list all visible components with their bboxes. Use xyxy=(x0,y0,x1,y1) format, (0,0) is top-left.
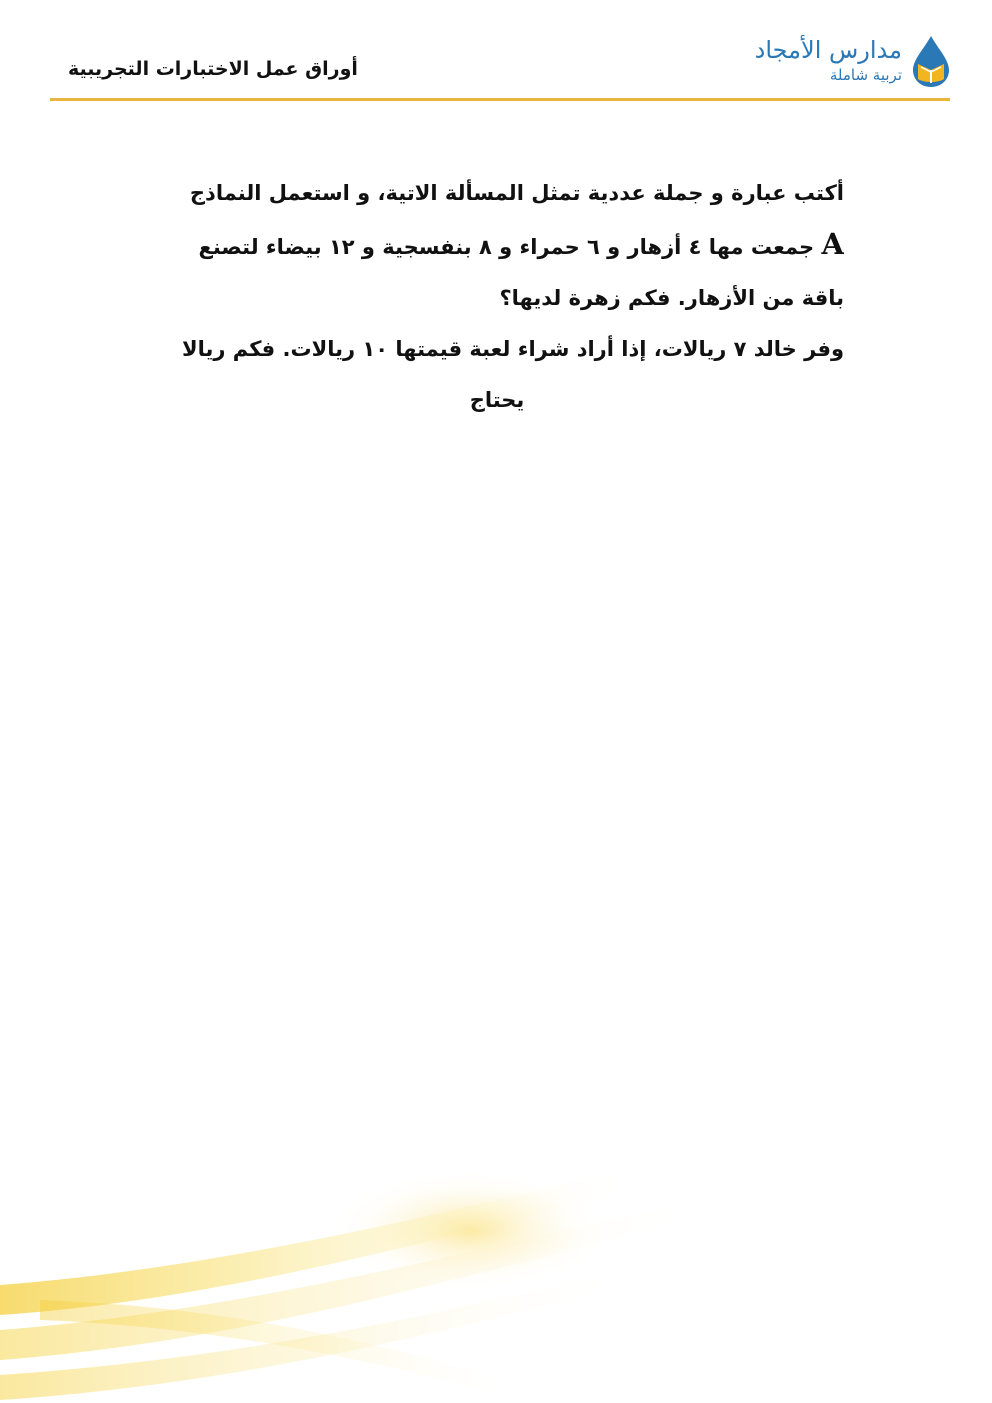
problem-a-line-2: باقة من الأزهار. فكم زهرة لديها؟ xyxy=(499,286,844,310)
problem-a-line-1 xyxy=(150,219,844,273)
problem-a-text: جمعت مها ٤ أزهار و ٦ حمراء و ٨ بنفسجية و ١٢ بيضاء لتصنع xyxy=(198,235,815,259)
light-streak-decoration xyxy=(0,1160,992,1403)
instruction-text: أكتب عبارة و جملة عددية تمثل المسألة الاتية، و استعمل النماذج xyxy=(189,181,844,205)
header-divider xyxy=(50,98,950,101)
school-logo xyxy=(732,34,952,90)
page-header xyxy=(0,0,992,100)
worksheet-content xyxy=(150,168,844,426)
problem-b-line-1: وفر خالد ٧ ريالات، إذا أراد شراء لعبة قيمتها ١٠ ريالات. فكم ريالا xyxy=(181,337,844,361)
school-tagline: تربية شاملة xyxy=(829,66,902,84)
droplet-book-logo-icon xyxy=(910,34,952,88)
school-name: مدارس الأمجاد xyxy=(754,36,902,64)
page-title: أوراق عمل الاختبارات التجريبية xyxy=(68,58,358,80)
problem-a-marker: A xyxy=(821,227,844,261)
problem-b-line-2: يحتاج xyxy=(469,388,525,412)
